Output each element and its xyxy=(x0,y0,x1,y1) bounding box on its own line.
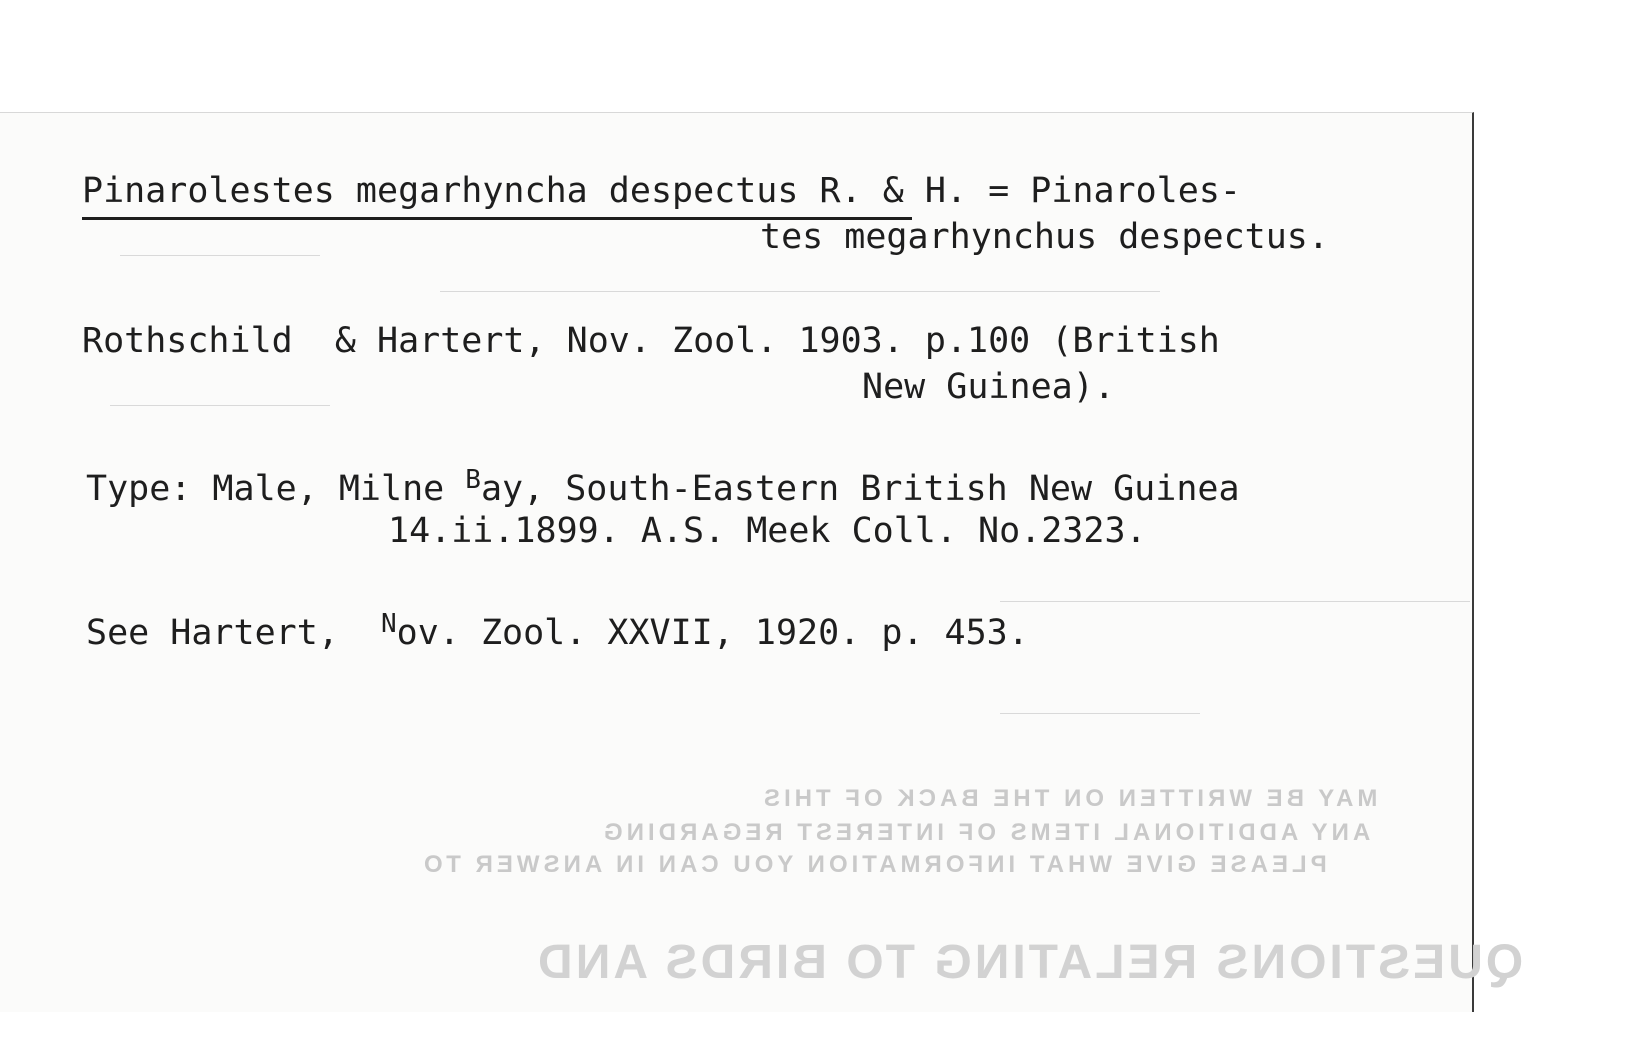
reverse-print-title: QUESTIONS RELATING TO BIRDS AND xyxy=(535,936,1524,989)
type-line-2: 14.ii.1899. A.S. Meek Coll. No.2323. xyxy=(388,511,1147,551)
faint-rule xyxy=(120,255,320,256)
reference-line-1: Rothschild & Hartert, Nov. Zool. 1903. p.100 (British xyxy=(82,321,1220,361)
faint-rule xyxy=(440,291,1160,292)
see-reference xyxy=(86,609,1029,653)
faint-rule xyxy=(1000,601,1470,602)
type-line-1 xyxy=(86,465,1240,509)
species-heading xyxy=(82,171,1241,211)
specimen-card xyxy=(0,112,1524,1012)
faint-rule xyxy=(110,405,330,406)
type-line-1-superscript: B xyxy=(465,465,481,495)
species-heading-rest: R. & H. = Pinaroles- xyxy=(798,171,1241,211)
see-reference-part-b: ov. Zool. XXVII, 1920. p. 453. xyxy=(396,613,1029,653)
type-line-1-part-a: Type: Male, Milne xyxy=(86,469,466,509)
see-reference-superscript: N xyxy=(381,609,397,639)
faint-rule xyxy=(1000,713,1200,714)
species-name: Pinarolestes megarhyncha despectus xyxy=(82,171,799,211)
reverse-print-line-1: MAY BE WRITTEN ON THE BACK OF THIS xyxy=(760,785,1378,812)
species-heading-continued: tes megarhynchus despectus. xyxy=(760,217,1329,257)
see-reference-part-a: See Hartert, xyxy=(86,613,382,653)
type-line-1-part-b: ay, South-Eastern British New Guinea xyxy=(480,469,1240,509)
reverse-print-line-3: PLEASE GIVE WHAT INFORMATION YOU CAN IN ANSWER TO xyxy=(420,851,1327,878)
reference-line-2: New Guinea). xyxy=(862,367,1115,407)
reverse-print-line-2: ANY ADDITIONAL ITEMS OF INTEREST REGARDING xyxy=(600,819,1371,846)
